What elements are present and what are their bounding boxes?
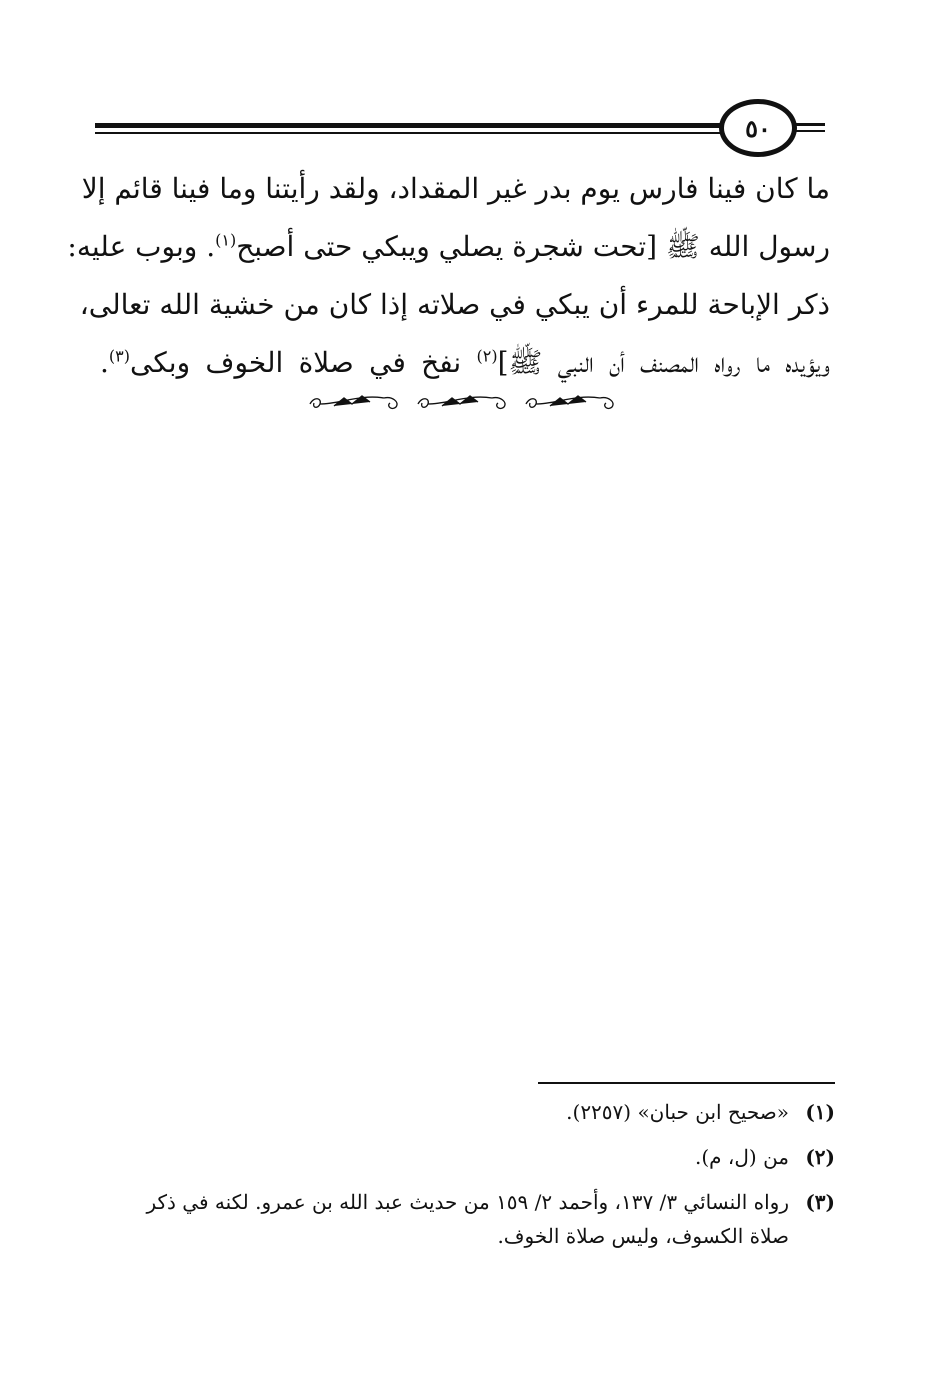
body-line-3: ذكر الإباحة للمرء أن يبكي في صلاته إذا كان من خشية الله تعالى،	[79, 288, 830, 321]
body-line-4-text: ويؤيده ما رواه المصنف أن النبي ﷺ]	[497, 346, 830, 379]
footnote-text: من (ل، م).	[695, 1145, 789, 1169]
footnote-3	[110, 1185, 835, 1253]
body-line-2-tail: . وبوب عليه:	[67, 230, 216, 263]
header-rule-thick	[95, 123, 735, 128]
ornament-unit-middle	[418, 396, 505, 408]
header-rule-right-thin	[795, 130, 825, 132]
footnote-ref-3: (٣)	[108, 346, 130, 366]
footnote-1	[110, 1095, 835, 1129]
header-rule-right	[795, 123, 825, 126]
body-line-4-tail: .	[100, 346, 109, 379]
footnote-ref-1: (١)	[215, 230, 237, 250]
footnote-number: (٢)	[805, 1145, 835, 1169]
ornament-unit-left	[310, 396, 397, 408]
footnote-text: «صحيح ابن حبان» (٢٢٥٧).	[566, 1100, 789, 1124]
main-text	[67, 160, 830, 392]
section-ornament	[300, 382, 630, 422]
header-rule-thin	[95, 132, 735, 134]
page-header	[95, 95, 830, 165]
footnote-ref-2: (٢)	[476, 346, 498, 366]
page-number: ٥٠	[745, 113, 771, 143]
footnote-text: رواه النسائي ٣/ ١٣٧، وأحمد ٢/ ١٥٩ من حديث عبد الله بن عمرو. لكنه في ذكر صلاة الكسوف، وليس صلاة الخوف.	[146, 1190, 789, 1248]
body-line-1: ما كان فينا فارس يوم بدر غير المقداد، ولقد رأيتنا وما فينا قائم إلا	[81, 172, 830, 205]
footnote-separator	[538, 1082, 835, 1084]
footnote-number: (١)	[805, 1100, 835, 1124]
footnote-2	[110, 1140, 835, 1174]
body-line-4-mid: نفخ في صلاة الخوف وبكى	[130, 346, 477, 379]
ornament-unit-right	[526, 396, 613, 408]
page-number-badge	[719, 99, 797, 157]
body-line-2	[67, 218, 830, 276]
footnote-number: (٣)	[805, 1190, 835, 1214]
body-line-2-text: رسول الله ﷺ [تحت شجرة يصلي ويبكي حتى أصبح	[236, 230, 830, 263]
footnotes	[110, 1095, 835, 1264]
